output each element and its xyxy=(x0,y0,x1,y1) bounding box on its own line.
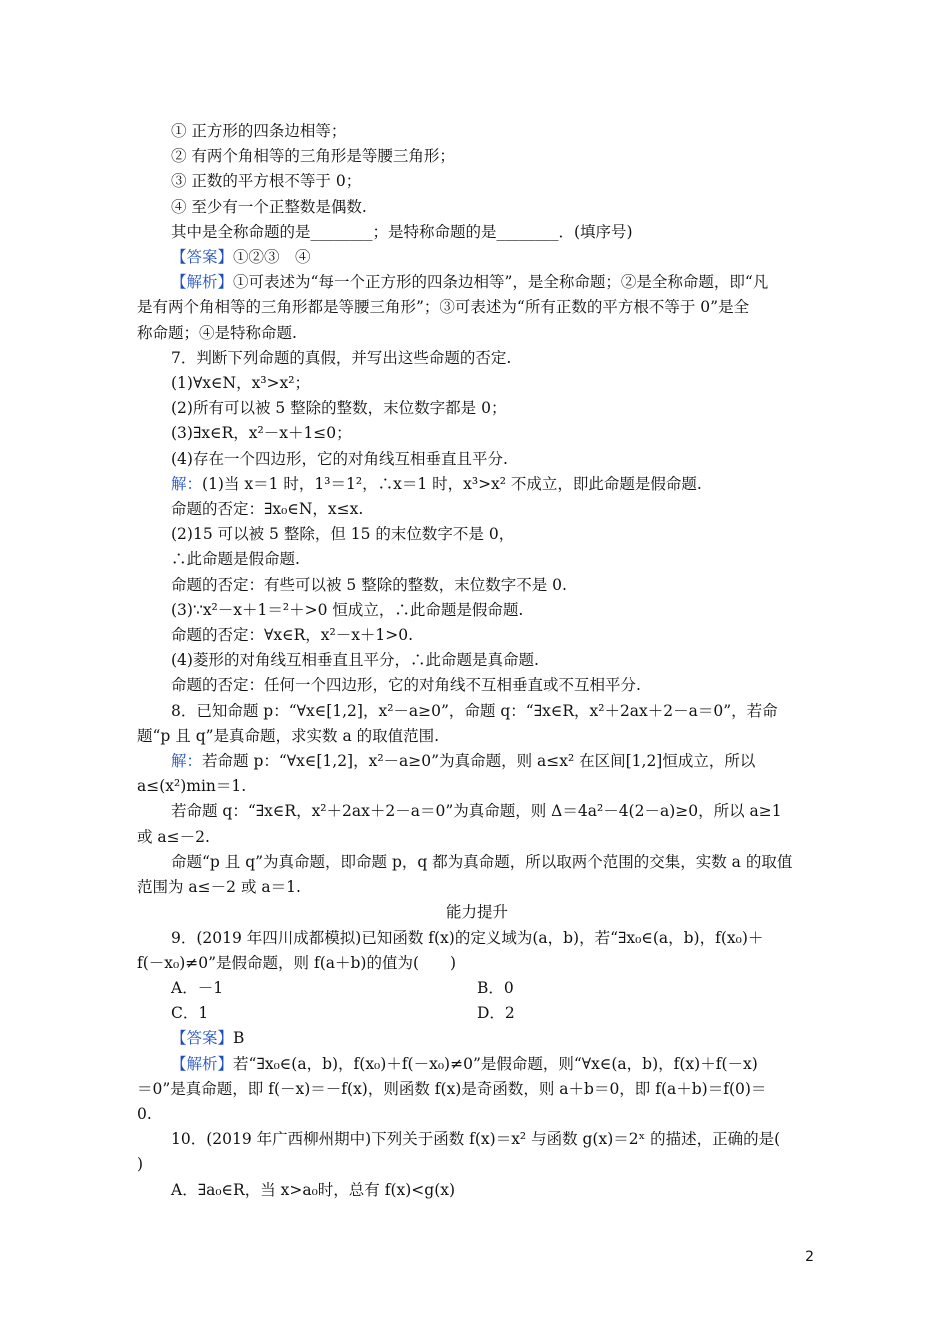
line-text: A．∃a₀∈R，当 x>a₀时，总有 f(x)<g(x) xyxy=(171,1180,456,1199)
line-text: 命题的否定：有些可以被 5 整除的整数，末位数字不是 0. xyxy=(171,575,567,594)
text-line xyxy=(137,976,817,1001)
text-line xyxy=(137,648,817,673)
line-text: ①②③ ④ xyxy=(233,248,311,267)
document-body xyxy=(137,119,817,1203)
line-text: 9．(2019 年四川成都模拟)已知函数 f(x)的定义域为(a，b)，若“∃x₀∈(a，b)，f(x₀)＋ xyxy=(171,928,764,947)
text-line xyxy=(137,623,817,648)
text-line xyxy=(137,270,817,295)
line-text: 命题的否定：∃x₀∈N，x≤x. xyxy=(171,500,364,519)
line-text: 7．判断下列命题的真假，并写出这些命题的否定. xyxy=(171,348,512,367)
line-text: 能力提升 xyxy=(445,903,508,922)
choice-option: A．－1 xyxy=(171,978,224,997)
section-tag: 解： xyxy=(171,752,203,771)
text-line xyxy=(137,472,817,497)
text-line xyxy=(137,321,817,346)
line-text: 命题的否定：∀x∈R，x²－x＋1>0. xyxy=(171,626,414,645)
section-tag: 【解析】 xyxy=(171,1054,234,1073)
text-line xyxy=(137,1102,817,1127)
text-line xyxy=(137,169,817,194)
text-line xyxy=(137,598,817,623)
choice-option: B．0 xyxy=(477,978,514,997)
section-tag: 【解析】 xyxy=(171,273,234,292)
section-tag: 【答案】 xyxy=(171,248,234,267)
text-line xyxy=(137,195,817,220)
line-text: B xyxy=(233,1029,245,1048)
text-line xyxy=(137,447,817,472)
line-text: f(－x₀)≠0”是假命题，则 f(a＋b)的值为( ) xyxy=(137,953,457,972)
section-tag: 【答案】 xyxy=(171,1029,234,1048)
line-text: ③ 正数的平方根不等于 0； xyxy=(171,172,362,191)
text-line xyxy=(137,825,817,850)
text-line xyxy=(137,1127,817,1152)
line-text: ② 有两个角相等的三角形是等腰三角形； xyxy=(171,147,455,166)
page-number: 2 xyxy=(805,1249,814,1265)
line-text: 命题的否定：任何一个四边形，它的对角线不互相垂直或不互相平分. xyxy=(171,676,641,695)
text-line xyxy=(137,1001,817,1026)
line-text: 若“∃x₀∈(a，b)，f(x₀)＋f(－x₀)≠0”是假命题，则“∀x∈(a，b)，f(x)＋f(－x) xyxy=(233,1054,758,1073)
text-line xyxy=(137,799,817,824)
text-line xyxy=(137,371,817,396)
line-text: (4)菱形的对角线互相垂直且平分，∴此命题是真命题. xyxy=(171,651,539,670)
line-text: (1)∀x∈N，x³>x²； xyxy=(171,374,310,393)
text-line xyxy=(137,850,817,875)
text-line xyxy=(137,724,817,749)
line-text: (2)所有可以被 5 整除的整数，末位数字都是 0； xyxy=(171,399,507,418)
line-text: 10．(2019 年广西柳州期中)下列关于函数 f(x)＝x² 与函数 g(x)＝2ˣ 的描述，正确的是( xyxy=(171,1130,781,1149)
text-line xyxy=(137,673,817,698)
line-text: 题“p 且 q”是真命题，求实数 a 的取值范围. xyxy=(137,726,440,745)
text-line xyxy=(137,295,817,320)
text-line xyxy=(137,497,817,522)
text-line xyxy=(137,1178,817,1203)
text-line xyxy=(137,119,817,144)
line-text: (2)15 可以被 5 整除，但 15 的末位数字不是 0， xyxy=(171,525,515,544)
line-text: 若命题 q：“∃x∈R，x²＋2ax＋2－a＝0”为真命题，则 Δ＝4a²－4(2－a)≥0，所以 a≥1 xyxy=(171,802,782,821)
line-text: a≤(x²)min＝1. xyxy=(137,777,247,796)
line-text: (4)存在一个四边形，它的对角线互相垂直且平分. xyxy=(171,449,508,468)
line-text: ∴此命题是假命题. xyxy=(171,550,300,569)
line-text: 0. xyxy=(137,1104,152,1123)
text-line xyxy=(137,547,817,572)
text-line xyxy=(137,1077,817,1102)
section-tag: 解： xyxy=(171,474,203,493)
line-text: ④ 至少有一个正整数是偶数. xyxy=(171,197,367,216)
text-line xyxy=(137,900,817,925)
line-text: ① 正方形的四条边相等； xyxy=(171,122,347,140)
line-text: ＝0”是真命题，即 f(－x)＝－f(x)，则函数 f(x)是奇函数，则 a＋b＝0，即 f(a＋b)＝f(0)＝ xyxy=(137,1079,767,1098)
text-line xyxy=(137,1152,817,1177)
line-text: (3)∃x∈R，x²－x＋1≤0； xyxy=(171,424,352,443)
line-text: (3)∵x²－x＋1＝²＋>0 恒成立，∴此命题是假命题. xyxy=(171,600,524,619)
text-line xyxy=(137,245,817,270)
choice-option: C．1 xyxy=(171,1004,209,1023)
line-text: 其中是全称命题的是________；是特称命题的是________．(填序号) xyxy=(171,222,633,241)
text-line xyxy=(137,396,817,421)
line-text: 范围为 a≤－2 或 a＝1. xyxy=(137,878,301,897)
line-text: 8．已知命题 p：“∀x∈[1,2]，x²－a≥0”，命题 q：“∃x∈R，x²＋2ax＋2－a＝0”，若命 xyxy=(171,701,778,720)
text-line xyxy=(137,1052,817,1077)
line-text: 若命题 p：“∀x∈[1,2]，x²－a≥0”为真命题，则 a≤x² 在区间[1,2]恒成立，所以 xyxy=(202,752,756,771)
choice-option: D．2 xyxy=(477,1004,515,1023)
text-line xyxy=(137,699,817,724)
line-text: ①可表述为“每一个正方形的四条边相等”，是全称命题；②是全称命题，即“凡 xyxy=(233,273,769,292)
text-line xyxy=(137,522,817,547)
line-text: 命题“p 且 q”为真命题，即命题 p，q 都为真命题，所以取两个范围的交集，实数 a 的取值 xyxy=(171,852,793,871)
text-line xyxy=(137,421,817,446)
line-text: 是有两个角相等的三角形都是等腰三角形”；③可表述为“所有正数的平方根不等于 0”是全 xyxy=(137,298,750,317)
text-line xyxy=(137,573,817,598)
line-text: 或 a≤－2. xyxy=(137,827,210,846)
text-line xyxy=(137,951,817,976)
text-line xyxy=(137,220,817,245)
line-text: ) xyxy=(137,1155,144,1174)
line-text: 称命题；④是特称命题. xyxy=(137,323,297,342)
text-line xyxy=(137,926,817,951)
text-line xyxy=(137,774,817,799)
text-line xyxy=(137,346,817,371)
text-line xyxy=(137,144,817,169)
text-line xyxy=(137,1026,817,1051)
line-text: (1)当 x＝1 时，1³＝1²，∴x＝1 时，x³>x² 不成立，即此命题是假命题. xyxy=(202,474,702,493)
text-line xyxy=(137,875,817,900)
text-line xyxy=(137,749,817,774)
